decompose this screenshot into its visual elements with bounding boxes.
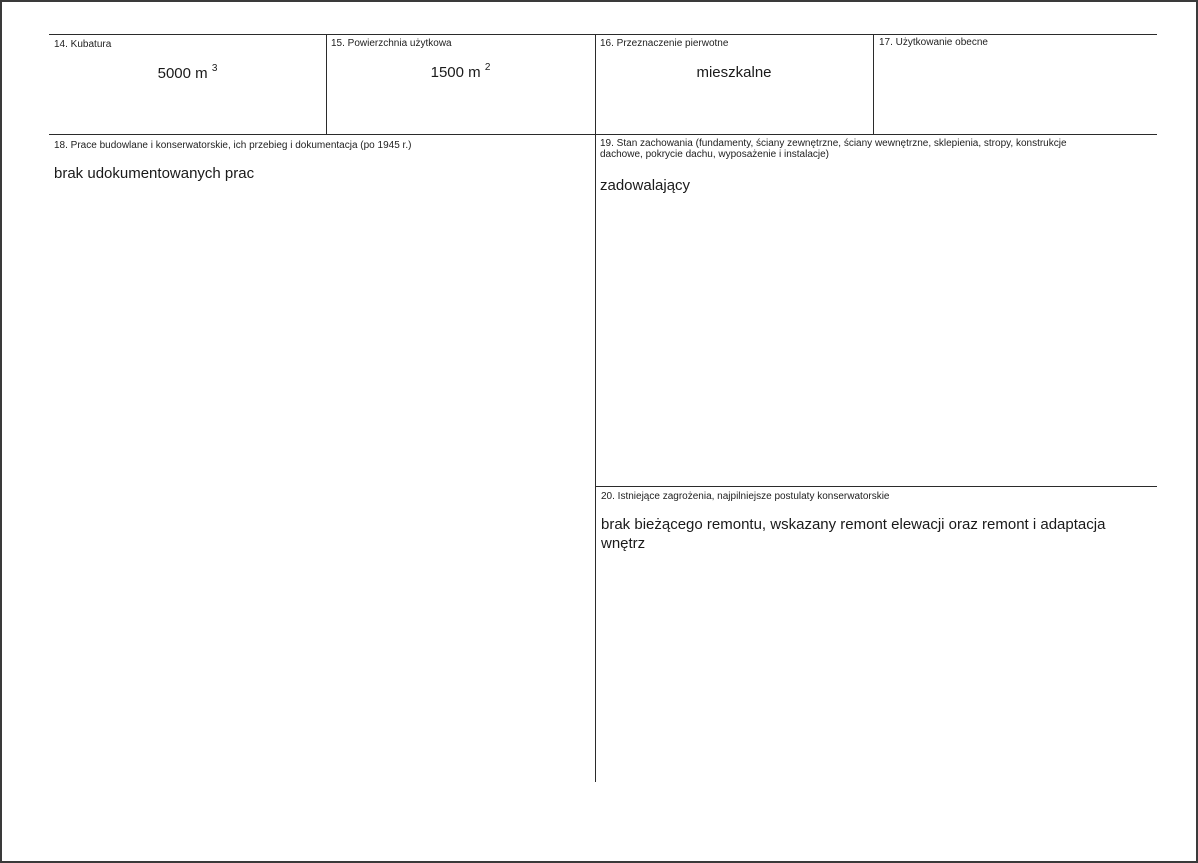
kubatura-number: 5000 m: [157, 65, 208, 82]
section-20-top-rule: [596, 486, 1157, 487]
zagrozenia-label: 20. Istniejące zagrożenia, najpilniejsze postulaty konserwatorskie: [601, 491, 890, 502]
przeznaczenie-label: 16. Przeznaczenie pierwotne: [600, 38, 729, 49]
divider-15-16: [595, 34, 596, 134]
przeznaczenie-value: mieszkalne: [696, 64, 772, 81]
stan-value: zadowalający: [600, 177, 691, 194]
powierzchnia-label: 15. Powierzchnia użytkowa: [331, 38, 452, 49]
kubatura-value: [49, 64, 326, 85]
divider-18-19: [595, 134, 596, 782]
prace-value: brak udokumentowanych prac: [54, 165, 255, 182]
top-row-bottom-rule: [49, 134, 1157, 135]
kubatura-exponent: 3: [211, 63, 218, 74]
powierzchnia-number: 1500 m: [430, 64, 481, 81]
top-row-top-rule: [49, 34, 1157, 35]
zagrozenia-value: brak bieżącego remontu, wskazany remont elewacji oraz remont i adaptacja wnętrz: [601, 516, 1106, 552]
uzytkowanie-label: 17. Użytkowanie obecne: [879, 37, 988, 48]
stan-label: 19. Stan zachowania (fundamenty, ściany zewnętrzne, ściany wewnętrzne, sklepienia, stropy, konstrukcje dachowe, pokrycie dachu, wyposażenie i instalacje): [600, 138, 1067, 160]
divider-16-17: [873, 34, 874, 134]
powierzchnia-value: [326, 63, 595, 84]
prace-label: 18. Prace budowlane i konserwatorskie, ich przebieg i dokumentacja (po 1945 r.): [54, 140, 412, 151]
divider-14-15: [326, 34, 327, 134]
kubatura-label: 14. Kubatura: [54, 39, 112, 50]
powierzchnia-exponent: 2: [484, 62, 491, 73]
